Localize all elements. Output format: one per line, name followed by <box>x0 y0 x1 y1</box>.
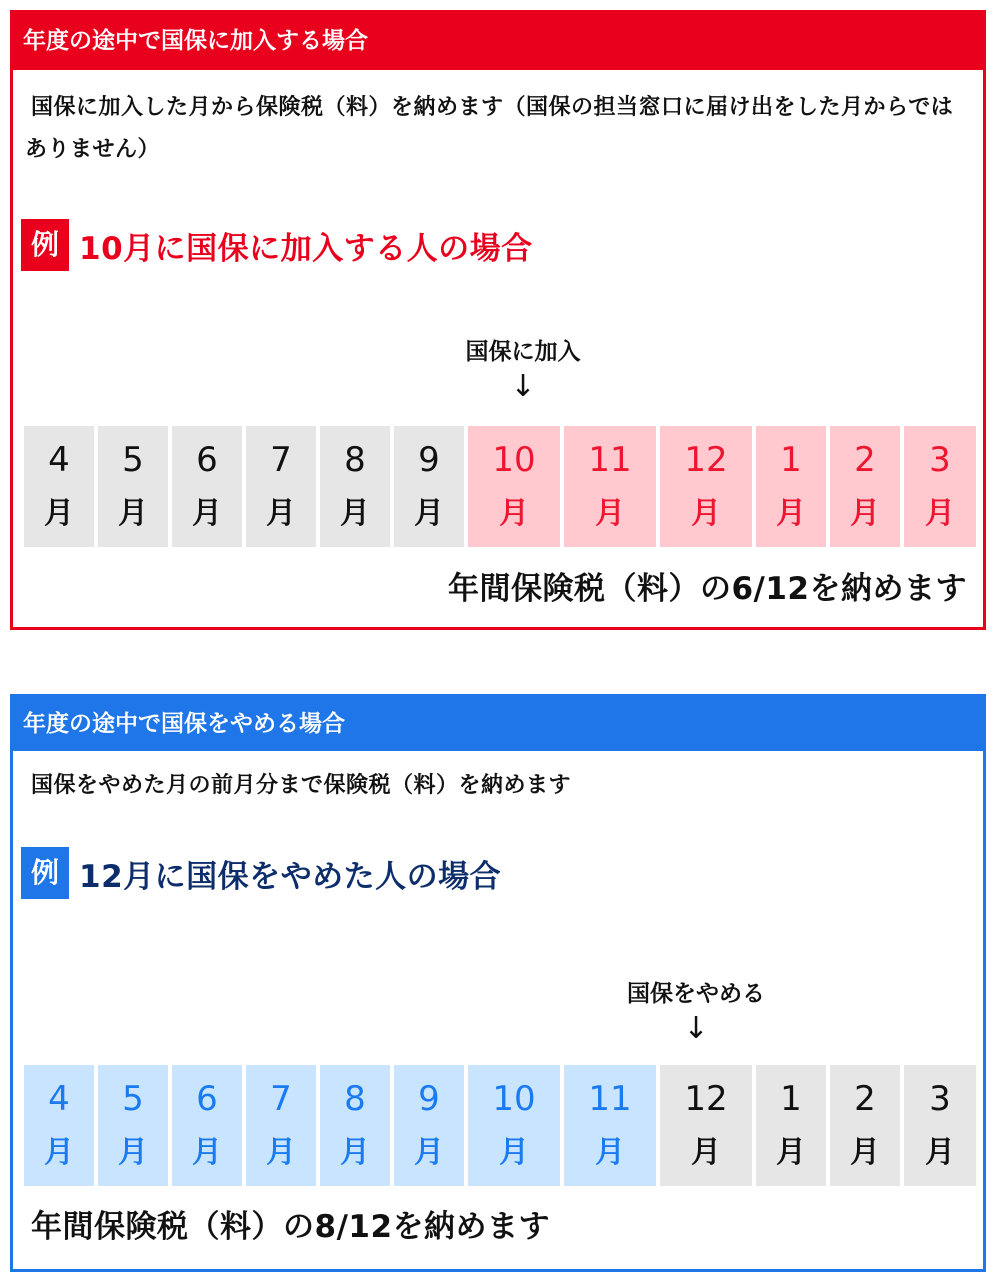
month-number: 5 <box>122 439 144 480</box>
month-number: 7 <box>270 1078 292 1119</box>
join-month-cell <box>468 426 560 547</box>
month-unit: 月 <box>266 495 296 531</box>
month-number: 12 <box>684 439 728 480</box>
join-panel <box>10 10 986 630</box>
month-unit: 月 <box>414 1134 444 1170</box>
quit-example-badge: 例 <box>21 847 69 899</box>
month-number: 2 <box>854 1078 876 1119</box>
month-number: 5 <box>122 1078 144 1119</box>
month-number: 8 <box>344 439 366 480</box>
month-unit: 月 <box>499 495 529 531</box>
month-number: 10 <box>492 1078 536 1119</box>
month-unit: 月 <box>691 1134 721 1170</box>
month-number: 11 <box>588 1078 632 1119</box>
month-unit: 月 <box>925 1134 955 1170</box>
month-number: 3 <box>929 439 951 480</box>
down-arrow-icon: ↓ <box>683 1011 709 1046</box>
quit-month-cell <box>394 1065 464 1186</box>
join-month-cell <box>320 426 390 547</box>
month-unit: 月 <box>44 495 74 531</box>
quit-month-cell <box>660 1065 752 1186</box>
quit-month-cell <box>246 1065 316 1186</box>
join-example-badge: 例 <box>21 219 69 271</box>
join-marker <box>443 333 603 406</box>
quit-marker-label: 国保をやめる <box>627 981 765 1007</box>
month-number: 7 <box>270 439 292 480</box>
quit-month-cell <box>564 1065 656 1186</box>
quit-month-cell <box>904 1065 976 1186</box>
join-month-cell <box>246 426 316 547</box>
quit-month-cell <box>172 1065 242 1186</box>
month-number: 1 <box>780 439 802 480</box>
month-unit: 月 <box>595 495 625 531</box>
month-unit: 月 <box>595 1134 625 1170</box>
quit-month-timeline <box>24 1065 976 1186</box>
month-unit: 月 <box>776 495 806 531</box>
join-month-cell <box>904 426 976 547</box>
month-number: 12 <box>684 1078 728 1119</box>
month-number: 2 <box>854 439 876 480</box>
month-unit: 月 <box>340 495 370 531</box>
month-number: 6 <box>196 439 218 480</box>
join-month-cell <box>756 426 826 547</box>
month-unit: 月 <box>44 1134 74 1170</box>
join-header: 年度の途中で国保に加入する場合 <box>13 13 983 70</box>
quit-month-cell <box>320 1065 390 1186</box>
month-number: 9 <box>418 439 440 480</box>
quit-example <box>21 847 501 899</box>
down-arrow-icon: ↓ <box>510 369 536 404</box>
month-unit: 月 <box>340 1134 370 1170</box>
quit-description: 国保をやめた月の前月分まで保険税（料）を納めます <box>31 773 572 798</box>
month-number: 4 <box>48 1078 70 1119</box>
month-unit: 月 <box>192 495 222 531</box>
join-description: 国保に加入した月から保険税（料）を納めます（国保の担当窓口に届け出をした月からではありません） <box>25 95 954 162</box>
quit-month-cell <box>468 1065 560 1186</box>
join-month-cell <box>98 426 168 547</box>
join-month-cell <box>830 426 900 547</box>
join-month-cell <box>394 426 464 547</box>
quit-month-cell <box>830 1065 900 1186</box>
join-example-title: 10月に国保に加入する人の場合 <box>79 230 533 267</box>
quit-marker <box>611 975 781 1048</box>
join-month-cell <box>564 426 656 547</box>
join-month-timeline <box>24 426 976 547</box>
month-unit: 月 <box>414 495 444 531</box>
month-number: 3 <box>929 1078 951 1119</box>
month-number: 9 <box>418 1078 440 1119</box>
join-example <box>21 219 533 271</box>
quit-month-cell <box>756 1065 826 1186</box>
month-unit: 月 <box>192 1134 222 1170</box>
month-number: 11 <box>588 439 632 480</box>
quit-summary: 年間保険税（料）の8/12を納めます <box>31 1209 551 1245</box>
month-unit: 月 <box>499 1134 529 1170</box>
join-month-cell <box>660 426 752 547</box>
month-unit: 月 <box>776 1134 806 1170</box>
join-month-cell <box>24 426 94 547</box>
month-unit: 月 <box>850 1134 880 1170</box>
quit-header: 年度の途中で国保をやめる場合 <box>13 697 983 751</box>
month-unit: 月 <box>118 495 148 531</box>
join-summary: 年間保険税（料）の6/12を納めます <box>447 571 967 607</box>
month-unit: 月 <box>691 495 721 531</box>
join-marker-label: 国保に加入 <box>465 339 581 365</box>
quit-panel <box>10 694 986 1272</box>
month-unit: 月 <box>850 495 880 531</box>
month-unit: 月 <box>266 1134 296 1170</box>
month-number: 10 <box>492 439 536 480</box>
month-number: 8 <box>344 1078 366 1119</box>
month-number: 6 <box>196 1078 218 1119</box>
quit-month-cell <box>24 1065 94 1186</box>
month-number: 1 <box>780 1078 802 1119</box>
month-number: 4 <box>48 439 70 480</box>
quit-example-title: 12月に国保をやめた人の場合 <box>79 858 502 895</box>
month-unit: 月 <box>118 1134 148 1170</box>
join-month-cell <box>172 426 242 547</box>
month-unit: 月 <box>925 495 955 531</box>
quit-month-cell <box>98 1065 168 1186</box>
